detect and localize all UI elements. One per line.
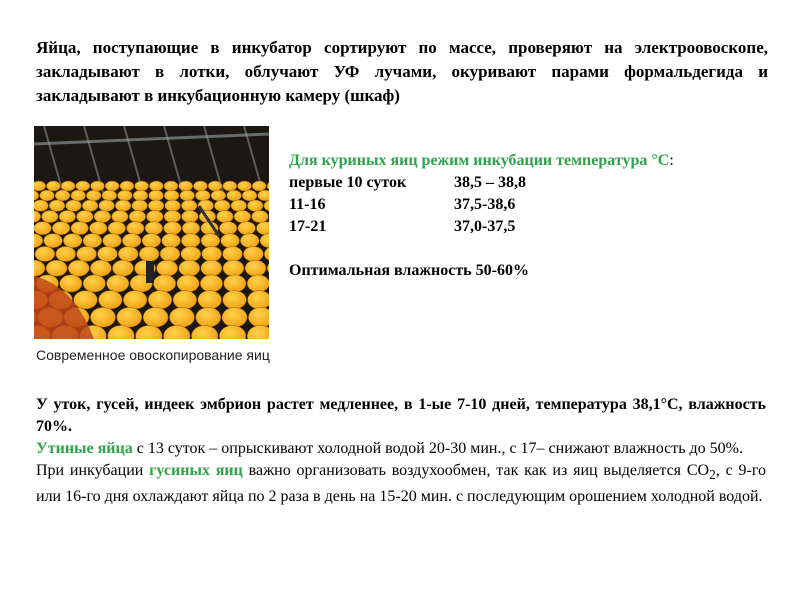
egg-shape	[181, 234, 200, 248]
egg-shape	[240, 234, 259, 248]
egg-shape	[118, 246, 138, 261]
regime-row	[289, 194, 769, 216]
egg-tray-illustration	[34, 126, 269, 339]
egg-shape	[105, 181, 119, 191]
egg-shape	[142, 234, 161, 248]
egg-shape	[55, 190, 70, 201]
egg-shape	[97, 246, 117, 261]
egg-shape	[193, 181, 207, 191]
egg-shape	[77, 210, 94, 222]
egg-shape	[198, 291, 222, 309]
egg-shape	[238, 181, 252, 191]
egg-shape	[217, 210, 234, 222]
egg-shape	[223, 291, 247, 309]
egg-shape	[94, 210, 111, 222]
egg-shape	[71, 222, 89, 235]
egg-shape	[164, 181, 178, 191]
goose-eggs-paragraph: При инкубации гусиных яиц важно организовать воздухообмен, так как из яиц выделяется $СО_2$, с 9-го или 16-го дня охлаждают яйца по 2 раза в день на 15-20 мин. с последующим орошением холодной водой.	[36, 462, 766, 506]
egg-shape	[107, 275, 129, 292]
egg-shape	[179, 260, 200, 276]
egg-shape	[164, 210, 181, 222]
egg-shape	[112, 260, 133, 276]
egg-shape	[148, 291, 172, 309]
egg-shape	[40, 190, 55, 201]
egg-shape	[223, 260, 244, 276]
egg-shape	[56, 246, 76, 261]
egg-shape	[91, 181, 105, 191]
egg-shape	[63, 234, 82, 248]
waterfowl-section	[36, 394, 766, 508]
egg-shape	[35, 246, 55, 261]
egg-shape	[149, 181, 163, 191]
egg-shape	[149, 190, 164, 201]
regime-heading: Для куриных яиц режим инкубации температура °С:	[289, 152, 674, 169]
photo-caption: Современное овоскопирование яиц	[36, 347, 270, 363]
egg-shape	[117, 190, 132, 201]
egg-shape	[169, 307, 194, 327]
egg-shape	[68, 260, 89, 276]
egg-shape	[223, 246, 243, 261]
egg-shape	[132, 200, 148, 211]
egg-shape	[86, 190, 101, 201]
regime-period: первые 10 суток	[289, 174, 407, 191]
egg-shape	[82, 200, 98, 211]
egg-shape	[34, 181, 46, 191]
egg-shape	[238, 222, 256, 235]
egg-shape	[181, 200, 197, 211]
egg-shape	[252, 210, 269, 222]
egg-shape	[90, 260, 111, 276]
intro-paragraph: Яйца, поступающие в инкубатор сортируют по массе, проверяют на электроовоскопе, закладывают в лотки, облучают УФ лучами, окуривают парами формальдегида и закладывают в инкубационную камеру (шкаф)	[36, 38, 768, 105]
egg-shape	[34, 200, 48, 211]
egg-shape	[66, 200, 82, 211]
egg-shape	[160, 246, 180, 261]
egg-shape	[127, 222, 145, 235]
egg-shape	[99, 200, 115, 211]
egg-shape	[165, 200, 181, 211]
egg-shape	[133, 190, 148, 201]
egg-shape	[227, 190, 242, 201]
egg-shape	[90, 307, 115, 327]
egg-shape	[83, 234, 102, 248]
waterfowl-paragraph: У уток, гусей, индеек эмбрион растет медленнее, в 1-ые 7-10 дней, температура 38,1°С, влажность 70%.	[36, 396, 766, 435]
egg-shape	[147, 210, 164, 222]
egg-shape	[89, 222, 107, 235]
egg-shape	[195, 190, 210, 201]
regime-period: 17-21	[289, 218, 327, 235]
egg-shape	[201, 260, 222, 276]
regime-title: Для куриных яиц режим инкубации температура °С	[289, 152, 670, 169]
egg-shape	[157, 260, 178, 276]
egg-shape	[222, 307, 247, 327]
egg-shape	[143, 307, 168, 327]
egg-shape	[162, 234, 181, 248]
egg-shape	[103, 234, 122, 248]
egg-shape	[44, 234, 63, 248]
egg-shape	[243, 246, 263, 261]
egg-shape	[34, 222, 51, 235]
egg-shape	[145, 222, 163, 235]
egg-shape	[223, 181, 237, 191]
egg-shape	[234, 210, 251, 222]
regime-temp: 37,5-38,6	[454, 196, 516, 213]
egg-shape	[83, 275, 105, 292]
egg-candling-photo	[34, 126, 269, 339]
egg-shape	[115, 200, 131, 211]
egg-shape	[139, 246, 159, 261]
egg-shape	[135, 181, 149, 191]
egg-shape	[99, 291, 123, 309]
egg-shape	[200, 275, 222, 292]
egg-shape	[214, 200, 230, 211]
egg-shape	[242, 190, 257, 201]
egg-shape	[76, 181, 90, 191]
egg-shape	[122, 234, 141, 248]
duck-eggs-paragraph: Утиные яйца с 13 суток – опрыскивают холодной водой 20-30 мин., с 17– снижают влажность до 50%.	[36, 440, 743, 457]
egg-shape	[123, 291, 147, 309]
egg-shape	[59, 210, 76, 222]
egg-shape	[60, 275, 82, 292]
chicken-incubation-regime	[289, 150, 769, 282]
duck-eggs-highlight: Утиные яйца	[36, 440, 133, 457]
regime-row	[289, 172, 769, 194]
egg-shape	[201, 234, 220, 248]
egg-shape	[61, 181, 75, 191]
regime-row	[289, 216, 769, 238]
egg-shape	[221, 234, 240, 248]
egg-shape	[164, 222, 182, 235]
egg-shape	[52, 222, 70, 235]
regime-temp: 37,0-37,5	[454, 218, 516, 235]
egg-shape	[182, 222, 200, 235]
egg-shape	[202, 246, 222, 261]
egg-shape	[164, 190, 179, 201]
egg-shape	[173, 291, 197, 309]
egg-shape	[211, 190, 226, 201]
egg-shape	[219, 222, 237, 235]
egg-shape	[180, 190, 195, 201]
egg-shape	[153, 275, 175, 292]
egg-shape	[49, 200, 65, 211]
regime-temp: 38,5 – 38,8	[454, 174, 526, 191]
egg-shape	[112, 210, 129, 222]
egg-shape	[231, 200, 247, 211]
egg-shape	[181, 246, 201, 261]
egg-shape	[182, 210, 199, 222]
egg-shape	[108, 222, 126, 235]
egg-shape	[245, 260, 266, 276]
regime-period: 11-16	[289, 196, 326, 213]
egg-shape	[196, 307, 221, 327]
egg-shape	[42, 210, 59, 222]
egg-shape	[177, 275, 199, 292]
egg-shape	[120, 181, 134, 191]
egg-shape	[208, 181, 222, 191]
regime-humidity: Оптимальная влажность 50-60%	[289, 262, 529, 279]
co2-subscript: 2	[709, 467, 716, 483]
egg-shape	[74, 291, 98, 309]
goose-eggs-highlight: гусиных яиц	[149, 462, 243, 479]
egg-shape	[247, 200, 263, 211]
egg-shape	[248, 291, 269, 309]
egg-shape	[148, 200, 164, 211]
egg-shape	[117, 307, 142, 327]
egg-shape	[46, 181, 60, 191]
egg-shape	[224, 275, 246, 292]
egg-shape	[102, 190, 117, 201]
egg-shape	[247, 275, 269, 292]
egg-shape	[77, 246, 97, 261]
egg-shape	[46, 260, 67, 276]
egg-shape	[252, 181, 266, 191]
egg-shape	[129, 210, 146, 222]
egg-shape	[179, 181, 193, 191]
egg-shape	[71, 190, 86, 201]
